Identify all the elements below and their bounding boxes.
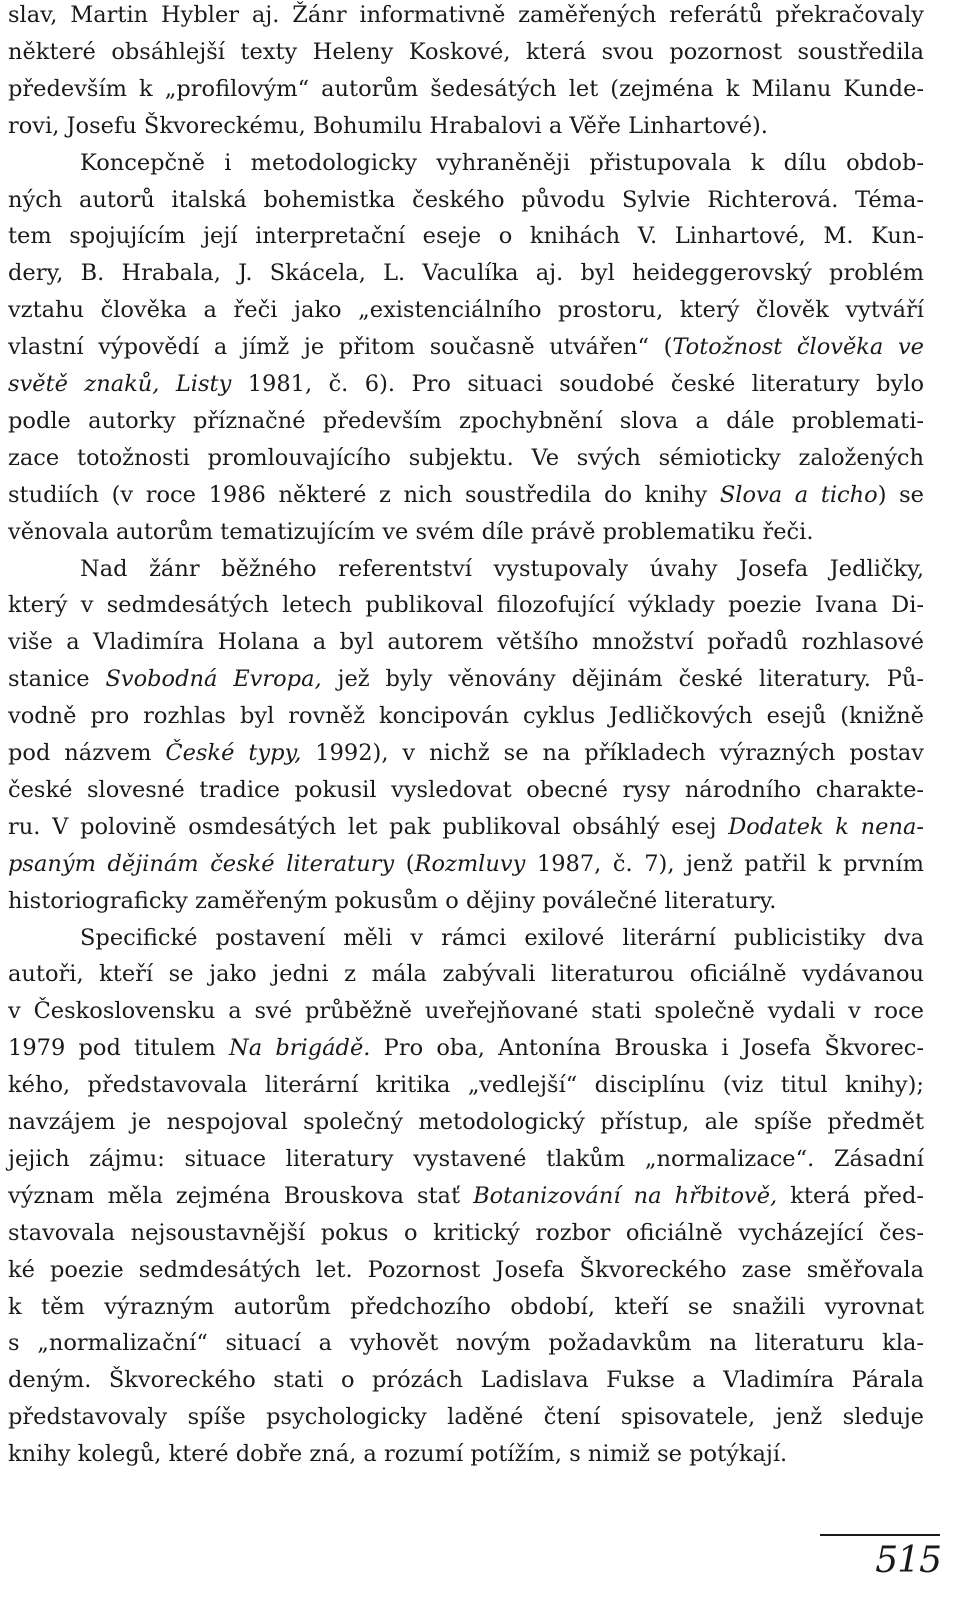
text-segment: jejich zájmu: situace literatury vystavené tlakům „normalizace“. Zásadní <box>8 1145 924 1172</box>
text-line <box>8 850 924 877</box>
text-segment: pod názvem <box>8 740 166 766</box>
text-segment: zace totožnosti promlouvajícího subjektu. Ve svých sémioticky založených <box>8 444 924 471</box>
italic-text-segment: Rozmluvy <box>414 850 526 877</box>
text-segment: autoři, kteří se jako jedni z mála zabývali literaturou oficiálně vydávanou <box>8 961 924 988</box>
italic-text-segment: Dodatek k nena- <box>728 813 924 840</box>
text-segment: navzájem je nespojoval společný metodologický přístup, ale spíše předmět <box>8 1109 924 1135</box>
italic-text-segment: Slova a ticho <box>719 481 878 508</box>
text-line <box>8 1369 924 1392</box>
text-line <box>8 112 924 139</box>
text-segment: studiích (v roce 1986 některé z nich soustředila do knihy <box>8 481 720 508</box>
text-segment: ných autorů italská bohemistka českého původu Sylvie Richterová. Téma- <box>8 186 924 213</box>
text-line <box>8 1219 924 1246</box>
text-segment: ké poezie sedmdesátých let. Pozornost Josefa Škvoreckého zase směřovala <box>8 1256 924 1283</box>
text-segment: vlastní výpovědí a jímž je přitom současně utvářen“ ( <box>8 334 673 361</box>
text-segment: tem spojujícím její interpretační eseje o knihách V. Linhartové, M. Kun- <box>8 223 924 250</box>
text-segment: rovi, Josefu Škvoreckému, Bohumilu Hrabalovi a Věře Linhartové). <box>8 112 768 139</box>
text-line <box>8 1000 924 1023</box>
text-segment: která před- <box>777 1182 924 1209</box>
text-segment: ru. V polovině osmdesátých let pak publikoval obsáhlý esej <box>8 813 729 840</box>
text-segment: historiograficky zaměřeným pokusům o dějiny poválečné literatury. <box>8 887 777 914</box>
text-line <box>8 373 924 396</box>
text-segment: knihy kolegů, které dobře zná, a rozumí potížím, s nimiž se potýkají. <box>8 1441 788 1468</box>
text-line <box>8 4 924 27</box>
text-segment: představovaly spíše psychologicky laděné čtení spisovatele, jenž sleduje <box>8 1404 924 1431</box>
text-line <box>8 336 924 359</box>
text-segment: význam měla zejména Brouskova stať <box>8 1182 474 1209</box>
text-line <box>8 299 924 322</box>
text-segment: 1992), v nichž se na příkladech výrazných postav <box>301 740 924 766</box>
text-segment: ( <box>394 850 415 877</box>
italic-text-segment: České typy, <box>165 740 302 766</box>
text-line <box>8 518 924 545</box>
text-segment: podle autorky příznačné především zpochybnění slova a dále problemati- <box>8 407 924 434</box>
italic-text-segment: psaným dějinám české literatury <box>8 850 395 877</box>
text-segment: který v sedmdesátých letech publikoval filozofující výklady poezie Ivana Di- <box>8 592 924 619</box>
text-line <box>8 262 924 285</box>
text-line <box>8 668 924 691</box>
text-segment: kého, představovala literární kritika „vedlejší“ disciplínu (viz titul knihy); <box>8 1072 924 1099</box>
text-segment: više a Vladimíra Holana a byl autorem většího množství pořadů rozhlasové <box>8 629 924 656</box>
text-line <box>8 444 924 471</box>
text-segment: stavovala nejsoustavnější pokus o kritický rozbor oficiálně vycházející čes- <box>8 1219 924 1246</box>
text-line <box>8 38 924 65</box>
text-segment: některé obsáhlejší texty Heleny Koskové, která svou pozornost soustředila <box>8 38 924 65</box>
italic-text-segment: světě znaků, Listy <box>8 371 232 397</box>
text-segment: Koncepčně i metodologicky vyhraněněji přistupovala k dílu obdob- <box>80 149 924 176</box>
text-line <box>8 705 924 728</box>
text-segment: 1981, č. 6). Pro situaci soudobé české literatury bylo <box>231 371 924 397</box>
text-line <box>8 481 924 508</box>
text-segment: dery, B. Hrabala, J. Skácela, L. Vaculíka aj. byl heideggerovský problém <box>8 260 924 287</box>
text-line <box>8 887 924 914</box>
text-segment: stanice <box>8 666 106 693</box>
text-segment: jež byly věnovány dějinám české literatury. Pů- <box>321 666 924 693</box>
text-line <box>8 1293 924 1320</box>
text-segment: slav, Martin Hybler aj. Žánr informativně zaměřených referátů překračovaly <box>8 2 924 28</box>
text-line <box>8 1443 924 1466</box>
text-segment: deným. Škvoreckého stati o prózách Ladislava Fukse a Vladimíra Párala <box>8 1367 924 1394</box>
text-line <box>8 776 924 803</box>
text-line <box>8 407 924 434</box>
text-line <box>8 1145 924 1172</box>
text-segment: české slovesné tradice pokusil vysledovat obecné rysy národního charakte- <box>8 776 924 803</box>
italic-text-segment: Svobodná Evropa, <box>105 666 322 693</box>
text-line <box>8 225 924 248</box>
document-page <box>8 0 941 1616</box>
text-segment: s „normalizační“ situací a vyhovět novým požadavkům na literaturu kla- <box>8 1330 924 1357</box>
text-segment: v Československu a své průběžně uveřejňované stati společně vydali v roce <box>8 998 924 1025</box>
text-line <box>8 186 924 213</box>
text-line <box>8 963 924 986</box>
text-line <box>8 75 924 102</box>
text-line <box>80 924 924 951</box>
text-segment: 1979 pod titulem <box>8 1035 230 1062</box>
text-segment: Pro oba, Antonína Brouska i Josefa Škvorec- <box>370 1035 924 1062</box>
text-line <box>8 1332 924 1355</box>
italic-text-segment: Botanizování na hřbitově, <box>473 1182 778 1209</box>
text-line <box>8 742 924 765</box>
text-segment: vodně pro rozhlas byl rovněž koncipován cyklus Jedličkových esejů (knižně <box>8 703 924 730</box>
text-line <box>80 149 924 176</box>
text-line <box>8 594 924 617</box>
text-segment: Specifické postavení měli v rámci exilové literární publicistiky dva <box>80 924 924 951</box>
text-line <box>8 1256 924 1283</box>
text-segment: k těm výrazným autorům předchozího období, kteří se snažili vyrovnat <box>8 1293 924 1320</box>
text-segment: Nad žánr běžného referentství vystupovaly úvahy Josefa Jedličky, <box>80 555 924 582</box>
text-line <box>8 631 924 654</box>
text-segment: především k „profilovým“ autorům šedesátých let (zejména k Milanu Kunde- <box>8 75 924 102</box>
text-line <box>8 813 924 840</box>
text-line <box>8 1074 924 1097</box>
text-line <box>8 1037 924 1060</box>
text-segment: ) se <box>877 481 924 508</box>
page-number-rule <box>820 1534 940 1536</box>
text-line <box>8 1406 924 1429</box>
text-line <box>80 555 924 582</box>
text-segment: vztahu člověka a řeči jako „existenciálního prostoru, který člověk vytváří <box>8 297 924 324</box>
text-segment: věnovala autorům tematizujícím ve svém díle právě problematiku řeči. <box>8 518 814 545</box>
text-line <box>8 1182 924 1209</box>
italic-text-segment: Na brigádě. <box>229 1035 371 1062</box>
italic-text-segment: Totožnost člověka ve <box>672 334 924 361</box>
page-number: 515 <box>875 1540 941 1581</box>
text-segment: 1987, č. 7), jenž patřil k prvním <box>525 850 924 877</box>
text-line <box>8 1111 924 1134</box>
